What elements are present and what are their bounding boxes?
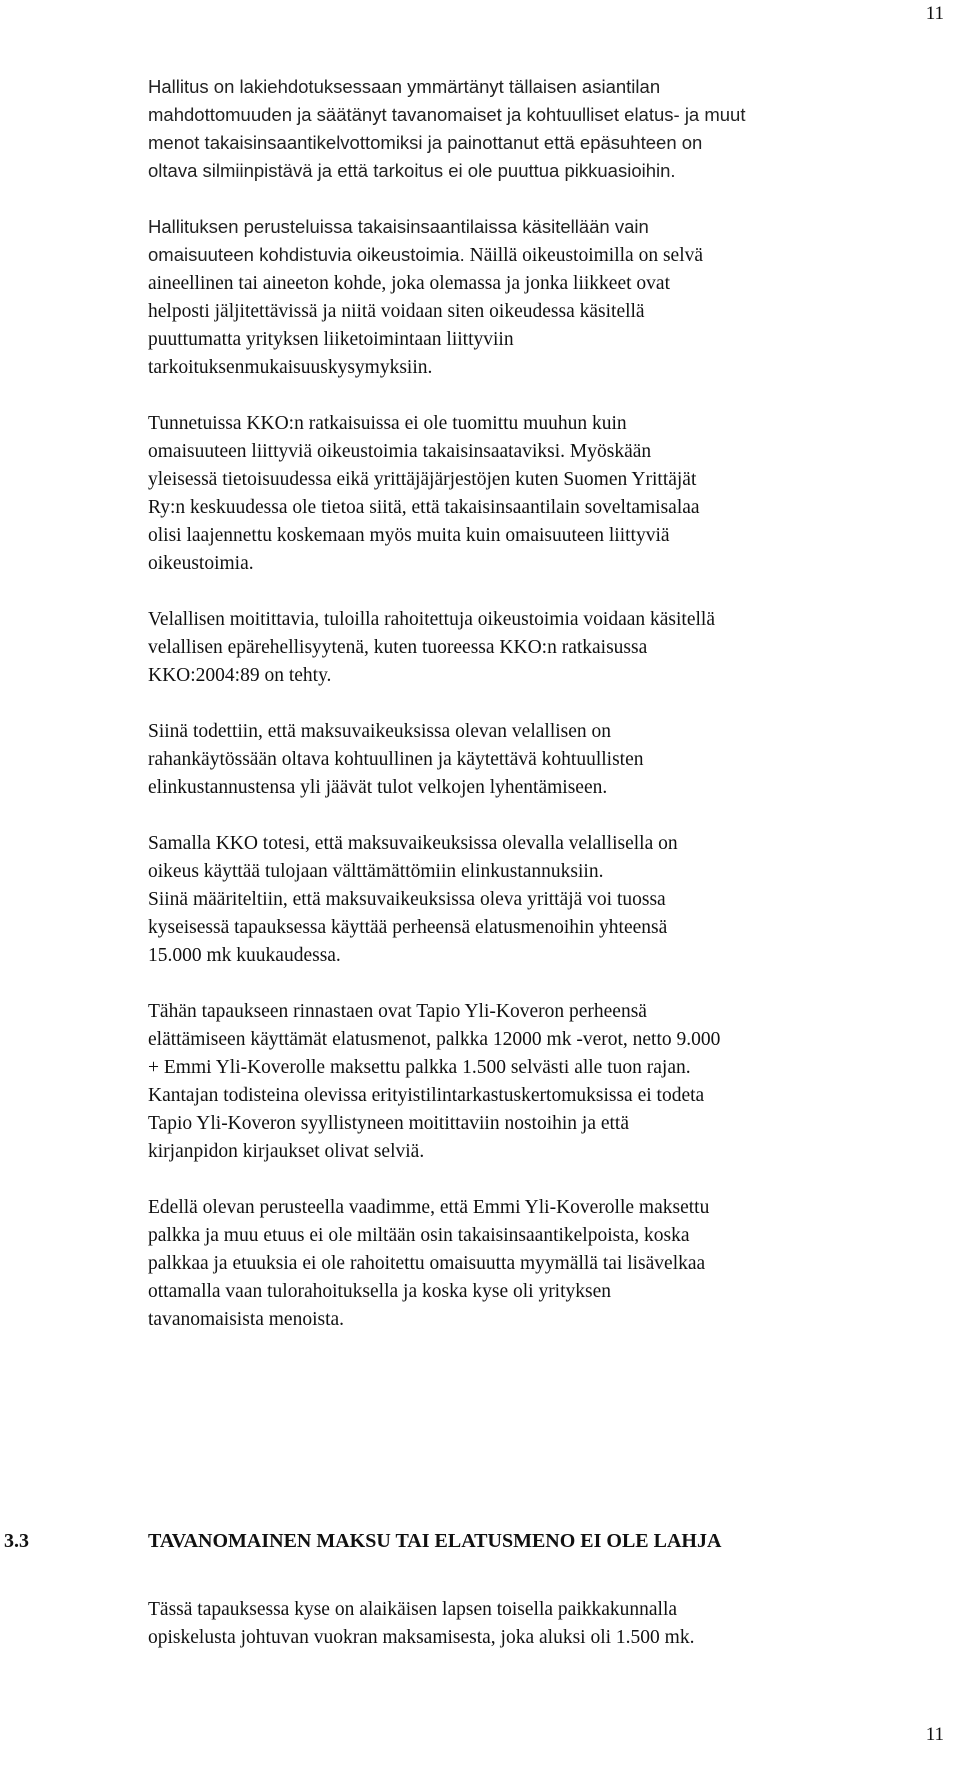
text-line: tavanomaisista menoista. — [148, 1309, 345, 1330]
paragraph-4 — [148, 606, 948, 690]
text-segment: Näillä oikeustoimilla on selvä — [464, 245, 704, 266]
paragraph-1 — [148, 73, 948, 185]
text-line: yleisessä tietoisuudessa eikä yrittäjäjärjestöjen kuten Suomen Yrittäjät — [148, 469, 697, 490]
document-body — [148, 73, 948, 1362]
text-line: elinkustannustensa yli jäävät tulot velkojen lyhentämiseen. — [148, 777, 608, 798]
text-line: Tähän tapaukseen rinnastaen ovat Tapio Yli-Koveron perheensä — [148, 1001, 647, 1022]
text-line: kyseisessä tapauksessa käyttää perheensä elatusmenoihin yhteensä — [148, 917, 668, 938]
text-line: Siinä todettiin, että maksuvaikeuksissa olevan velallisen on — [148, 721, 612, 742]
text-segment: Myöskään — [565, 441, 652, 462]
text-line: kirjanpidon kirjaukset olivat selviä. — [148, 1141, 425, 1162]
text-line: 15.000 mk kuukaudessa. — [148, 945, 341, 966]
text-line: mahdottomuuden ja säätänyt tavanomaiset ja kohtuulliset elatus- ja muut — [148, 104, 746, 125]
text-line: ottamalla vaan tulorahoituksella ja koska kyse oli yrityksen — [148, 1281, 612, 1302]
text-line: Ry:n keskuudessa ole tietoa siitä, että takaisinsaantilain soveltamisalaa — [148, 497, 700, 518]
text-line: Velallisen moitittavia, tuloilla rahoitettuja oikeustoimia voidaan käsitellä — [148, 609, 715, 630]
text-line: rahankäytössään oltava kohtuullinen ja käytettävä kohtuullisten — [148, 749, 644, 770]
text-line: opiskelusta johtuvan vuokran maksamisesta, joka aluksi oli 1.500 mk. — [148, 1627, 695, 1648]
paragraph-5 — [148, 718, 948, 802]
text-line: Hallituksen perusteluissa takaisinsaantilaissa käsitellään vain — [148, 216, 649, 237]
text-line: helposti jäljitettävissä ja niitä voidaan siten oikeudessa käsitellä — [148, 301, 645, 322]
text-line: + Emmi Yli-Koverolle maksettu palkka 1.500 selvästi alle tuon rajan. — [148, 1057, 691, 1078]
text-line: oikeus käyttää tulojaan välttämättömiin elinkustannuksiin. — [148, 861, 604, 882]
paragraph-2 — [148, 213, 948, 382]
text-line: puuttumatta yrityksen liiketoimintaan liittyviin — [148, 329, 514, 350]
paragraph-6 — [148, 830, 948, 970]
paragraph-7 — [148, 998, 948, 1166]
page-number: 11 — [925, 3, 944, 24]
text-line: Tapio Yli-Koveron syyllistyneen moitittaviin nostoihin ja että — [148, 1113, 630, 1134]
text-line: palkkaa ja etuuksia ei ole rahoitettu omaisuutta myymällä tai lisävelkaa — [148, 1253, 706, 1274]
section-title: TAVANOMAINEN MAKSU TAI ELATUSMENO EI OLE LAHJA — [148, 1530, 722, 1552]
text-line: menot takaisinsaantikelvottomiksi ja painottanut että epäsuhteen on — [148, 132, 703, 153]
text-line: palkka ja muu etuus ei ole miltään osin takaisinsaantikelpoista, koska — [148, 1225, 690, 1246]
text-line: Hallitus on lakiehdotuksessaan ymmärtänyt tällaisen asiantilan — [148, 76, 661, 97]
text-line: Tunnetuissa KKO:n ratkaisuissa ei ole tuomittu muuhun kuin — [148, 413, 627, 434]
text-line: Kantajan todisteina olevissa erityistilintarkastuskertomuksissa ei todeta — [148, 1085, 705, 1106]
section-paragraph — [148, 1596, 948, 1652]
text-line: Tässä tapauksessa kyse on alaikäisen lapsen toisella paikkakunnalla — [148, 1599, 678, 1620]
paragraph-8 — [148, 1194, 948, 1334]
text-line: oltava silmiinpistävä ja että tarkoitus ei ole puuttua pikkuasioihin. — [148, 160, 676, 181]
text-line — [148, 438, 948, 466]
text-line: Siinä määriteltiin, että maksuvaikeuksissa oleva yrittäjä voi tuossa — [148, 889, 666, 910]
section-number: 3.3 — [4, 1530, 29, 1552]
text-line: aineellinen tai aineeton kohde, joka olemassa ja jonka liikkeet ovat — [148, 273, 670, 294]
text-line: KKO:2004:89 on tehty. — [148, 665, 332, 686]
text-line: oikeustoimia. — [148, 553, 254, 574]
text-line: elättämiseen käyttämät elatusmenot, palkka 12000 mk -verot, netto 9.000 — [148, 1029, 721, 1050]
text-line: Samalla KKO totesi, että maksuvaikeuksissa olevalla velallisella on — [148, 833, 678, 854]
text-line: olisi laajennettu koskemaan myös muita kuin omaisuuteen liittyviä — [148, 525, 670, 546]
text-line — [148, 241, 948, 270]
text-line: tarkoituksenmukaisuuskysymyksiin. — [148, 357, 433, 378]
section-heading — [4, 1527, 954, 1555]
text-segment: omaisuuteen kohdistuvia oikeustoimia. — [148, 244, 465, 265]
text-line: velallisen epärehellisyytenä, kuten tuoreessa KKO:n ratkaisussa — [148, 637, 648, 658]
text-segment: omaisuuteen liittyviä oikeustoimia takaisinsaataviksi. — [148, 441, 566, 462]
text-line: Edellä olevan perusteella vaadimme, että Emmi Yli-Koverolle maksettu — [148, 1197, 710, 1218]
footer-page-number: 11 — [925, 1724, 944, 1745]
paragraph-3 — [148, 410, 948, 578]
